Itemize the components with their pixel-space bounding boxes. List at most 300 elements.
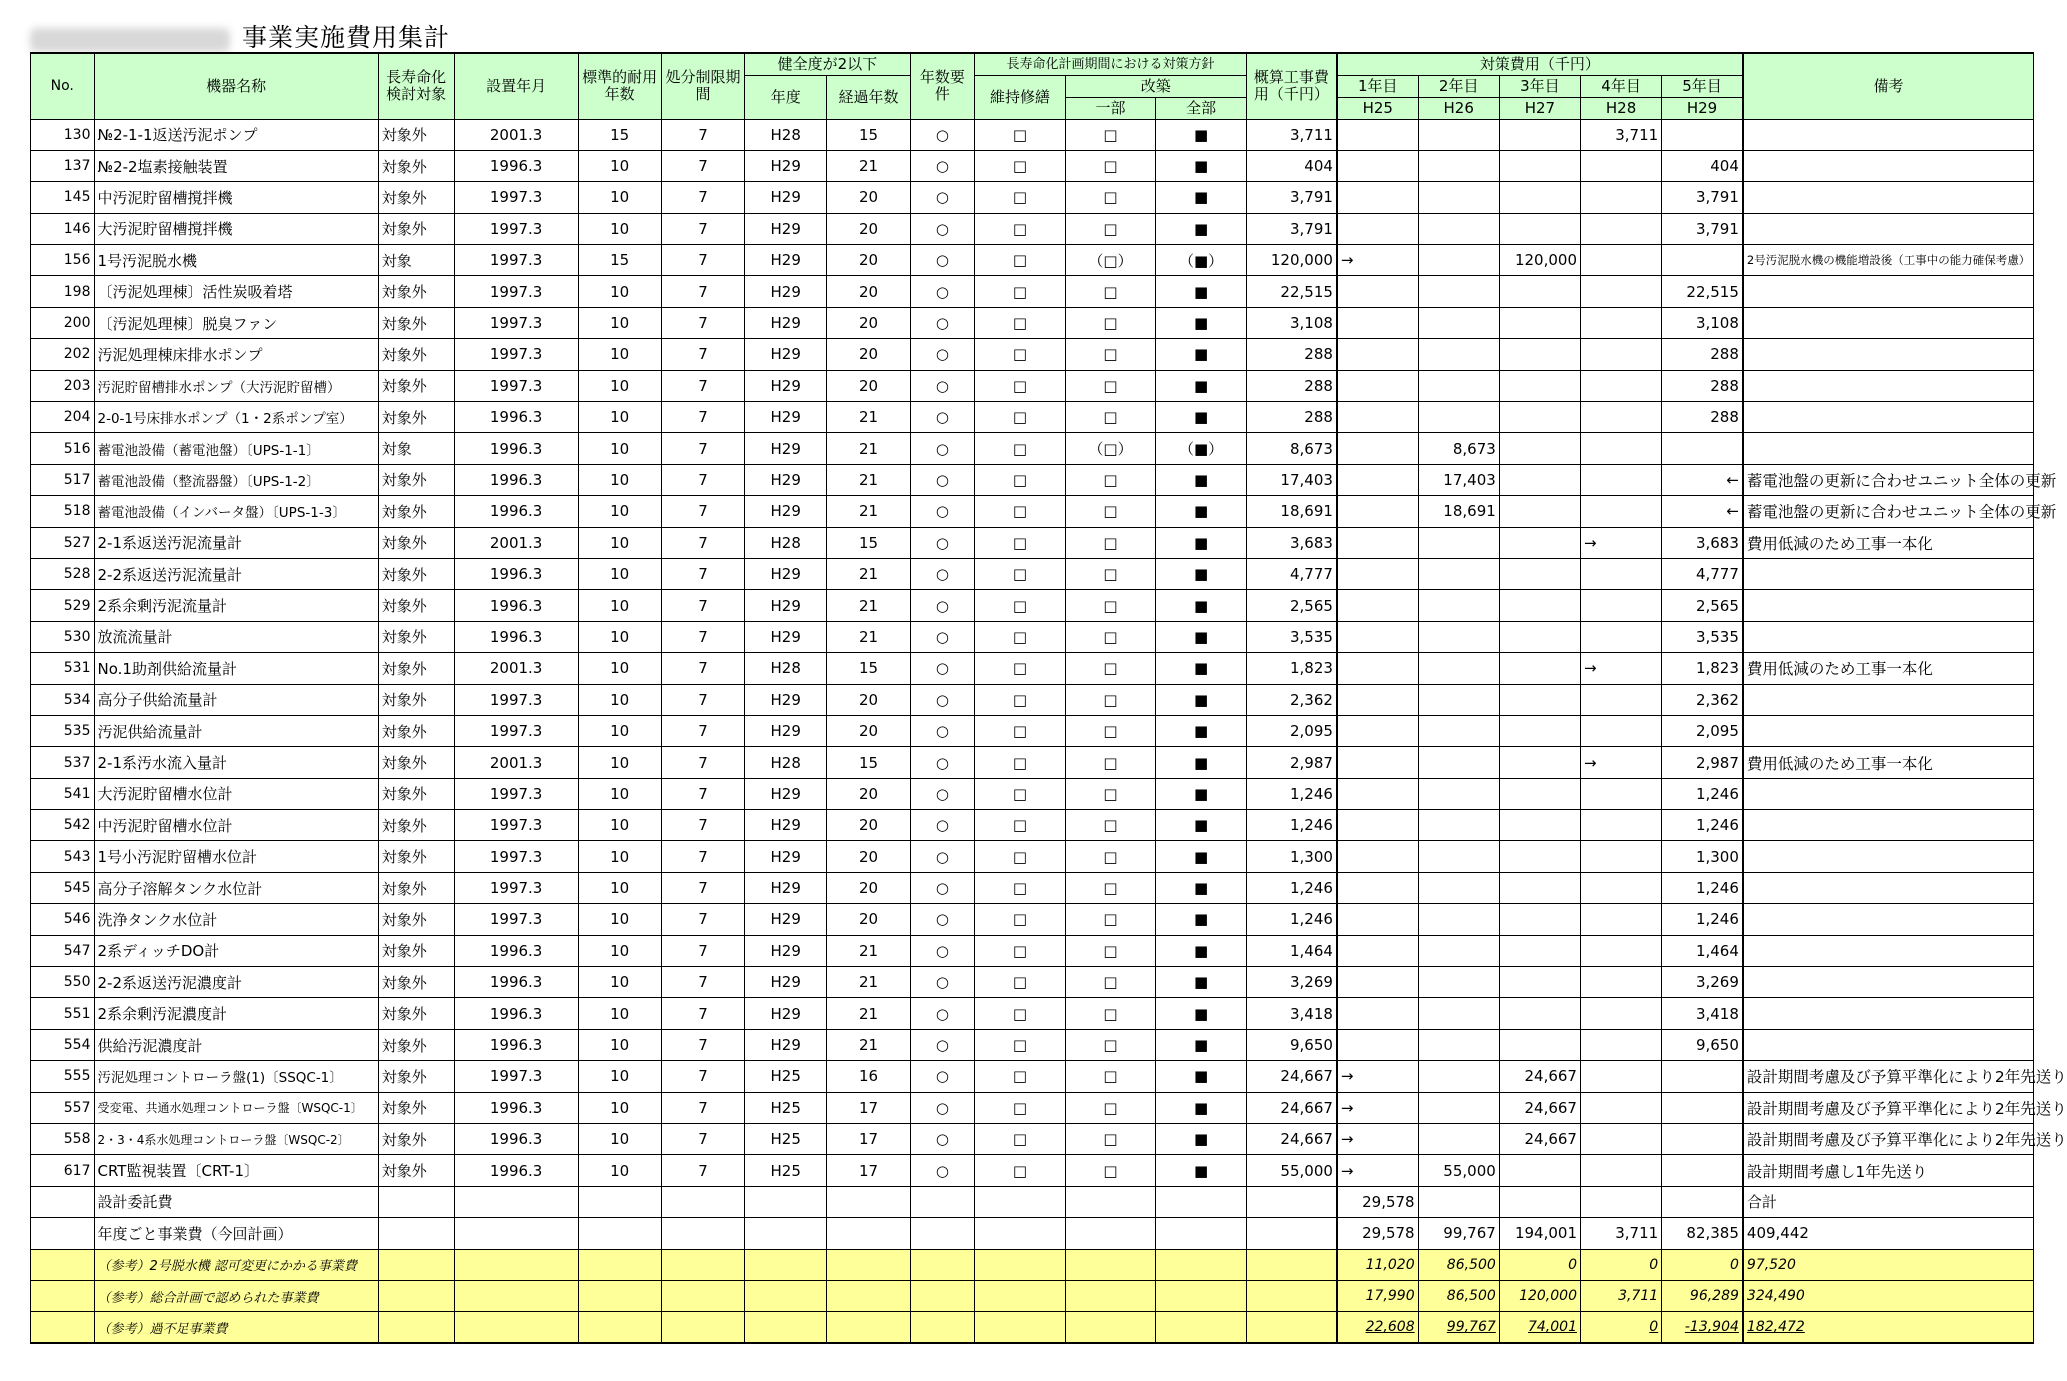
cell-renov-all: ■ <box>1156 590 1247 621</box>
cell-installed: 1996.3 <box>454 558 578 589</box>
cell-target: 対象外 <box>378 150 454 181</box>
cell-year-4 <box>1580 496 1661 527</box>
reference-value: -13,904 <box>1684 1319 1739 1336</box>
cell-target: 対象外 <box>378 527 454 558</box>
cell-installed: 1996.3 <box>454 1155 578 1186</box>
cell-year-4 <box>1580 810 1661 841</box>
cell-year-4 <box>1580 1124 1661 1155</box>
cell-maint: □ <box>975 496 1066 527</box>
summary-label: 年度ごと事業費（今回計画） <box>94 1218 378 1249</box>
cell-health-year: H29 <box>745 621 827 652</box>
cell-limit: 7 <box>661 810 744 841</box>
cell-year-5: 288 <box>1662 402 1743 433</box>
table-row <box>31 1029 2034 1060</box>
cell-remarks <box>1743 935 2034 966</box>
summary-blank <box>31 1218 95 1249</box>
cell-maint: □ <box>975 967 1066 998</box>
cell-health-year: H29 <box>745 339 827 370</box>
cell-renov-all: ■ <box>1156 684 1247 715</box>
summary-year-3: 194,001 <box>1499 1218 1580 1249</box>
cell-life: 10 <box>578 150 661 181</box>
cell-life: 10 <box>578 527 661 558</box>
cell-year-4 <box>1580 307 1661 338</box>
header-year-3: 3年目 <box>1499 75 1580 97</box>
cell-est-cost: 1,246 <box>1246 872 1337 903</box>
cell-remarks: 費用低減のため工事一本化 <box>1743 653 2034 684</box>
cell-remarks <box>1743 590 2034 621</box>
cell-year-2 <box>1418 967 1499 998</box>
cell-year-3 <box>1499 778 1580 809</box>
header-est-cost: 概算工事費用（千円） <box>1246 53 1337 119</box>
reference-value: 74,001 <box>1527 1319 1577 1336</box>
cell-limit: 7 <box>661 1061 744 1092</box>
summary-empty-cell <box>975 1186 1066 1217</box>
cell-limit: 7 <box>661 872 744 903</box>
reference-year-2 <box>1418 1249 1499 1280</box>
table-row <box>31 339 2034 370</box>
cell-maint: □ <box>975 590 1066 621</box>
cell-installed: 2001.3 <box>454 653 578 684</box>
cell-no: 146 <box>31 213 95 244</box>
cell-installed: 1996.3 <box>454 621 578 652</box>
cell-year-1 <box>1337 464 1418 495</box>
cell-installed: 1997.3 <box>454 778 578 809</box>
reference-empty-cell <box>910 1280 975 1311</box>
cell-limit: 7 <box>661 747 744 778</box>
cell-maint: □ <box>975 307 1066 338</box>
table-row <box>31 527 2034 558</box>
summary-year-4 <box>1580 1186 1661 1217</box>
cell-year-4 <box>1580 150 1661 181</box>
cell-est-cost: 9,650 <box>1246 1029 1337 1060</box>
cell-installed: 1997.3 <box>454 276 578 307</box>
cell-health-year: H28 <box>745 527 827 558</box>
cell-name: 放流流量計 <box>94 621 378 652</box>
reference-empty-cell <box>827 1249 910 1280</box>
cell-life: 15 <box>578 119 661 150</box>
cell-year-5 <box>1662 245 1743 276</box>
cell-remarks <box>1743 872 2034 903</box>
cell-year-2 <box>1418 1029 1499 1060</box>
summary-empty-cell <box>454 1186 578 1217</box>
cell-renov-part: □ <box>1065 590 1156 621</box>
cell-year-1 <box>1337 433 1418 464</box>
cell-renov-all: ■ <box>1156 213 1247 244</box>
cell-year-1 <box>1337 496 1418 527</box>
summary-empty-cell <box>578 1186 661 1217</box>
cell-age-req: ○ <box>910 778 975 809</box>
cell-year-4 <box>1580 1092 1661 1123</box>
cell-year-2: 8,673 <box>1418 433 1499 464</box>
cell-year-5: 3,683 <box>1662 527 1743 558</box>
cell-health-year: H25 <box>745 1092 827 1123</box>
cell-year-4: → <box>1580 527 1661 558</box>
cell-life: 10 <box>578 935 661 966</box>
cell-year-4 <box>1580 558 1661 589</box>
cell-year-1 <box>1337 1029 1418 1060</box>
cell-age-req: ○ <box>910 433 975 464</box>
reference-empty-cell <box>1156 1312 1247 1343</box>
cell-year-4 <box>1580 621 1661 652</box>
cell-renov-all: ■ <box>1156 653 1247 684</box>
table-row <box>31 558 2034 589</box>
cell-elapsed: 21 <box>827 590 910 621</box>
cell-est-cost: 3,711 <box>1246 119 1337 150</box>
cell-installed: 1996.3 <box>454 935 578 966</box>
cell-year-5: 1,246 <box>1662 904 1743 935</box>
cell-year-3 <box>1499 904 1580 935</box>
cell-installed: 1996.3 <box>454 464 578 495</box>
cell-age-req: ○ <box>910 998 975 1029</box>
cell-year-1 <box>1337 590 1418 621</box>
header-install-date: 設置年月 <box>454 53 578 119</box>
cell-remarks <box>1743 558 2034 589</box>
reference-year-3 <box>1499 1312 1580 1343</box>
reference-year-4 <box>1580 1249 1661 1280</box>
cell-installed: 2001.3 <box>454 527 578 558</box>
cell-year-4 <box>1580 464 1661 495</box>
cell-renov-part: □ <box>1065 339 1156 370</box>
reference-year-2 <box>1418 1312 1499 1343</box>
table-row <box>31 810 2034 841</box>
cell-year-3 <box>1499 810 1580 841</box>
cell-target: 対象外 <box>378 1092 454 1123</box>
header-renov: 改築 <box>1065 75 1246 97</box>
table-row <box>31 119 2034 150</box>
cell-year-1 <box>1337 213 1418 244</box>
summary-label: 設計委託費 <box>94 1186 378 1217</box>
cell-year-2: 18,691 <box>1418 496 1499 527</box>
header-renov-all: 全部 <box>1156 97 1247 119</box>
cell-year-5: 3,535 <box>1662 621 1743 652</box>
cell-est-cost: 2,565 <box>1246 590 1337 621</box>
reference-year-2 <box>1418 1280 1499 1311</box>
table-header <box>31 53 2034 119</box>
cell-renov-part: □ <box>1065 1061 1156 1092</box>
cell-target: 対象外 <box>378 213 454 244</box>
cell-year-5: 2,987 <box>1662 747 1743 778</box>
summary-row-design <box>31 1186 2034 1217</box>
cell-year-2: 17,403 <box>1418 464 1499 495</box>
reference-empty-cell <box>975 1249 1066 1280</box>
cell-year-2 <box>1418 370 1499 401</box>
cell-renov-part: □ <box>1065 653 1156 684</box>
cell-life: 10 <box>578 339 661 370</box>
cell-target: 対象外 <box>378 276 454 307</box>
cell-renov-all: （■） <box>1156 245 1247 276</box>
cell-renov-all: ■ <box>1156 558 1247 589</box>
cell-year-4 <box>1580 778 1661 809</box>
cell-est-cost: 1,246 <box>1246 810 1337 841</box>
cell-elapsed: 15 <box>827 527 910 558</box>
reference-year-4 <box>1580 1280 1661 1311</box>
cell-year-4 <box>1580 872 1661 903</box>
cell-maint: □ <box>975 370 1066 401</box>
cell-est-cost: 1,823 <box>1246 653 1337 684</box>
cell-renov-part: □ <box>1065 1092 1156 1123</box>
cell-health-year: H29 <box>745 684 827 715</box>
cell-year-4: 3,711 <box>1580 119 1661 150</box>
cell-elapsed: 20 <box>827 307 910 338</box>
table-row <box>31 684 2034 715</box>
cell-no: 541 <box>31 778 95 809</box>
cell-est-cost: 17,403 <box>1246 464 1337 495</box>
cell-year-3 <box>1499 182 1580 213</box>
summary-row-annual <box>31 1218 2034 1249</box>
cell-renov-part: □ <box>1065 276 1156 307</box>
cell-year-3 <box>1499 339 1580 370</box>
cell-target: 対象外 <box>378 967 454 998</box>
cell-installed: 1996.3 <box>454 402 578 433</box>
cell-renov-part: □ <box>1065 747 1156 778</box>
reference-empty-cell <box>1065 1249 1156 1280</box>
reference-empty-cell <box>745 1280 827 1311</box>
cell-elapsed: 20 <box>827 213 910 244</box>
cell-age-req: ○ <box>910 653 975 684</box>
cell-health-year: H29 <box>745 590 827 621</box>
cell-year-5: 4,777 <box>1662 558 1743 589</box>
cell-est-cost: 3,791 <box>1246 182 1337 213</box>
cell-year-5: 1,246 <box>1662 778 1743 809</box>
cell-year-1 <box>1337 119 1418 150</box>
cell-target: 対象外 <box>378 464 454 495</box>
cell-maint: □ <box>975 1092 1066 1123</box>
reference-empty-cell <box>661 1312 744 1343</box>
reference-empty-cell <box>454 1312 578 1343</box>
cell-year-1 <box>1337 276 1418 307</box>
table-row <box>31 1092 2034 1123</box>
cell-year-1 <box>1337 370 1418 401</box>
cell-target: 対象外 <box>378 778 454 809</box>
reference-row <box>31 1249 2034 1280</box>
summary-empty-cell <box>745 1218 827 1249</box>
cell-year-2 <box>1418 998 1499 1029</box>
cell-no: 198 <box>31 276 95 307</box>
cell-life: 10 <box>578 370 661 401</box>
cell-year-2 <box>1418 558 1499 589</box>
cell-limit: 7 <box>661 213 744 244</box>
cell-remarks <box>1743 621 2034 652</box>
page-title: 事業実施費用集計 <box>242 23 451 52</box>
cell-health-year: H28 <box>745 119 827 150</box>
cell-year-1 <box>1337 967 1418 998</box>
cell-name: 蓄電池設備（インバータ盤）〔UPS-1-3〕 <box>94 496 378 527</box>
cell-year-1 <box>1337 558 1418 589</box>
cell-year-3 <box>1499 653 1580 684</box>
cell-life: 10 <box>578 464 661 495</box>
cell-year-3 <box>1499 213 1580 244</box>
cell-remarks <box>1743 684 2034 715</box>
cell-renov-all: ■ <box>1156 1124 1247 1155</box>
reference-empty-cell <box>661 1249 744 1280</box>
cell-health-year: H29 <box>745 150 827 181</box>
summary-empty-cell <box>1246 1218 1337 1249</box>
cell-renov-part: □ <box>1065 213 1156 244</box>
cell-elapsed: 21 <box>827 558 910 589</box>
cell-year-1 <box>1337 747 1418 778</box>
cell-year-4 <box>1580 1029 1661 1060</box>
cell-name: 大汚泥貯留槽水位計 <box>94 778 378 809</box>
summary-empty-cell <box>378 1218 454 1249</box>
cell-elapsed: 20 <box>827 245 910 276</box>
cell-year-3 <box>1499 684 1580 715</box>
cell-renov-all: ■ <box>1156 998 1247 1029</box>
cell-renov-part: □ <box>1065 402 1156 433</box>
cell-no: 535 <box>31 715 95 746</box>
cell-remarks: 設計期間考慮し1年先送り <box>1743 1155 2034 1186</box>
table-row <box>31 715 2034 746</box>
cell-limit: 7 <box>661 464 744 495</box>
cell-renov-all: ■ <box>1156 1061 1247 1092</box>
cell-year-3 <box>1499 558 1580 589</box>
cell-elapsed: 15 <box>827 653 910 684</box>
cell-target: 対象外 <box>378 810 454 841</box>
cell-target: 対象外 <box>378 558 454 589</box>
reference-empty-cell <box>827 1312 910 1343</box>
cell-health-year: H29 <box>745 778 827 809</box>
header-age-req: 年数要件 <box>910 53 975 119</box>
cell-renov-all: ■ <box>1156 339 1247 370</box>
summary-empty-cell <box>1065 1218 1156 1249</box>
cell-no: 534 <box>31 684 95 715</box>
reference-empty-cell <box>578 1312 661 1343</box>
cell-renov-all: ■ <box>1156 967 1247 998</box>
cell-life: 10 <box>578 872 661 903</box>
cell-life: 10 <box>578 213 661 244</box>
cell-age-req: ○ <box>910 715 975 746</box>
cell-age-req: ○ <box>910 402 975 433</box>
cell-installed: 1997.3 <box>454 872 578 903</box>
cell-no: 617 <box>31 1155 95 1186</box>
cell-name: №2-2塩素接触装置 <box>94 150 378 181</box>
cell-limit: 7 <box>661 433 744 464</box>
cell-name: 2・3・4系水処理コントローラ盤〔WSQC-2〕 <box>94 1124 378 1155</box>
cell-life: 10 <box>578 621 661 652</box>
cell-year-1 <box>1337 778 1418 809</box>
reference-year-5 <box>1662 1249 1743 1280</box>
cell-year-2 <box>1418 810 1499 841</box>
cell-year-5: 404 <box>1662 150 1743 181</box>
summary-empty-cell <box>454 1218 578 1249</box>
cell-renov-all: ■ <box>1156 182 1247 213</box>
cell-maint: □ <box>975 998 1066 1029</box>
cell-maint: □ <box>975 778 1066 809</box>
reference-row <box>31 1312 2034 1343</box>
cell-year-5 <box>1662 433 1743 464</box>
reference-empty-cell <box>578 1280 661 1311</box>
table-row <box>31 1061 2034 1092</box>
cell-renov-all: ■ <box>1156 778 1247 809</box>
cell-health-year: H25 <box>745 1124 827 1155</box>
cell-renov-part: □ <box>1065 778 1156 809</box>
cell-maint: □ <box>975 213 1066 244</box>
cell-maint: □ <box>975 715 1066 746</box>
cell-remarks: 蓄電池盤の更新に合わせユニット全体の更新 <box>1743 464 2034 495</box>
cell-year-3 <box>1499 402 1580 433</box>
reference-total-value: 182,472 <box>1746 1319 1805 1336</box>
cell-year-5: 2,095 <box>1662 715 1743 746</box>
cell-life: 10 <box>578 182 661 213</box>
cell-year-2 <box>1418 935 1499 966</box>
cell-name: 〔汚泥処理棟〕脱臭ファン <box>94 307 378 338</box>
cell-year-5 <box>1662 1092 1743 1123</box>
cell-elapsed: 20 <box>827 810 910 841</box>
reference-value: 22,608 <box>1365 1319 1415 1336</box>
cell-elapsed: 16 <box>827 1061 910 1092</box>
cell-maint: □ <box>975 182 1066 213</box>
cell-renov-all: ■ <box>1156 715 1247 746</box>
cell-installed: 1997.3 <box>454 307 578 338</box>
cell-year-4 <box>1580 967 1661 998</box>
cell-est-cost: 120,000 <box>1246 245 1337 276</box>
cell-maint: □ <box>975 684 1066 715</box>
summary-empty-cell <box>1246 1186 1337 1217</box>
cell-maint: □ <box>975 276 1066 307</box>
cell-elapsed: 21 <box>827 1029 910 1060</box>
cell-year-2 <box>1418 684 1499 715</box>
cell-installed: 1996.3 <box>454 590 578 621</box>
cell-year-2: 55,000 <box>1418 1155 1499 1186</box>
table-row <box>31 370 2034 401</box>
cell-year-2 <box>1418 1092 1499 1123</box>
cell-no: 130 <box>31 119 95 150</box>
cell-remarks: 2号汚泥脱水機の機能増設後（工事中の能力確保考慮） <box>1743 245 2034 276</box>
header-cost-group: 対策費用（千円） <box>1337 53 1743 75</box>
cell-health-year: H29 <box>745 904 827 935</box>
cell-age-req: ○ <box>910 935 975 966</box>
cell-elapsed: 21 <box>827 998 910 1029</box>
summary-year-1: 29,578 <box>1337 1218 1418 1249</box>
reference-value: 96,289 <box>1689 1288 1739 1305</box>
cell-limit: 7 <box>661 339 744 370</box>
cell-no: 529 <box>31 590 95 621</box>
cell-name: 蓄電池設備（蓄電池盤）〔UPS-1-1〕 <box>94 433 378 464</box>
cell-maint: □ <box>975 1155 1066 1186</box>
header-year-1: 1年目 <box>1337 75 1418 97</box>
cell-elapsed: 17 <box>827 1155 910 1186</box>
cell-maint: □ <box>975 150 1066 181</box>
cell-renov-part: □ <box>1065 810 1156 841</box>
cell-elapsed: 21 <box>827 621 910 652</box>
cell-name: 2-2系返送汚泥濃度計 <box>94 967 378 998</box>
cell-elapsed: 20 <box>827 904 910 935</box>
cell-life: 10 <box>578 1092 661 1123</box>
cell-age-req: ○ <box>910 307 975 338</box>
cell-renov-part: □ <box>1065 496 1156 527</box>
cell-year-1 <box>1337 684 1418 715</box>
reference-year-1 <box>1337 1249 1418 1280</box>
cell-year-1 <box>1337 810 1418 841</box>
cell-renov-all: ■ <box>1156 370 1247 401</box>
cell-limit: 7 <box>661 150 744 181</box>
cell-target: 対象外 <box>378 653 454 684</box>
cell-health-year: H29 <box>745 276 827 307</box>
cell-life: 10 <box>578 967 661 998</box>
cell-maint: □ <box>975 872 1066 903</box>
cell-elapsed: 20 <box>827 872 910 903</box>
cell-year-1 <box>1337 715 1418 746</box>
cell-renov-all: ■ <box>1156 904 1247 935</box>
reference-empty-cell <box>1246 1249 1337 1280</box>
cell-life: 10 <box>578 653 661 684</box>
cell-name: №2-1-1返送汚泥ポンプ <box>94 119 378 150</box>
table-row <box>31 621 2034 652</box>
cell-elapsed: 21 <box>827 150 910 181</box>
cell-year-2 <box>1418 150 1499 181</box>
cell-maint: □ <box>975 527 1066 558</box>
cell-elapsed: 20 <box>827 684 910 715</box>
cell-year-5: 3,791 <box>1662 213 1743 244</box>
